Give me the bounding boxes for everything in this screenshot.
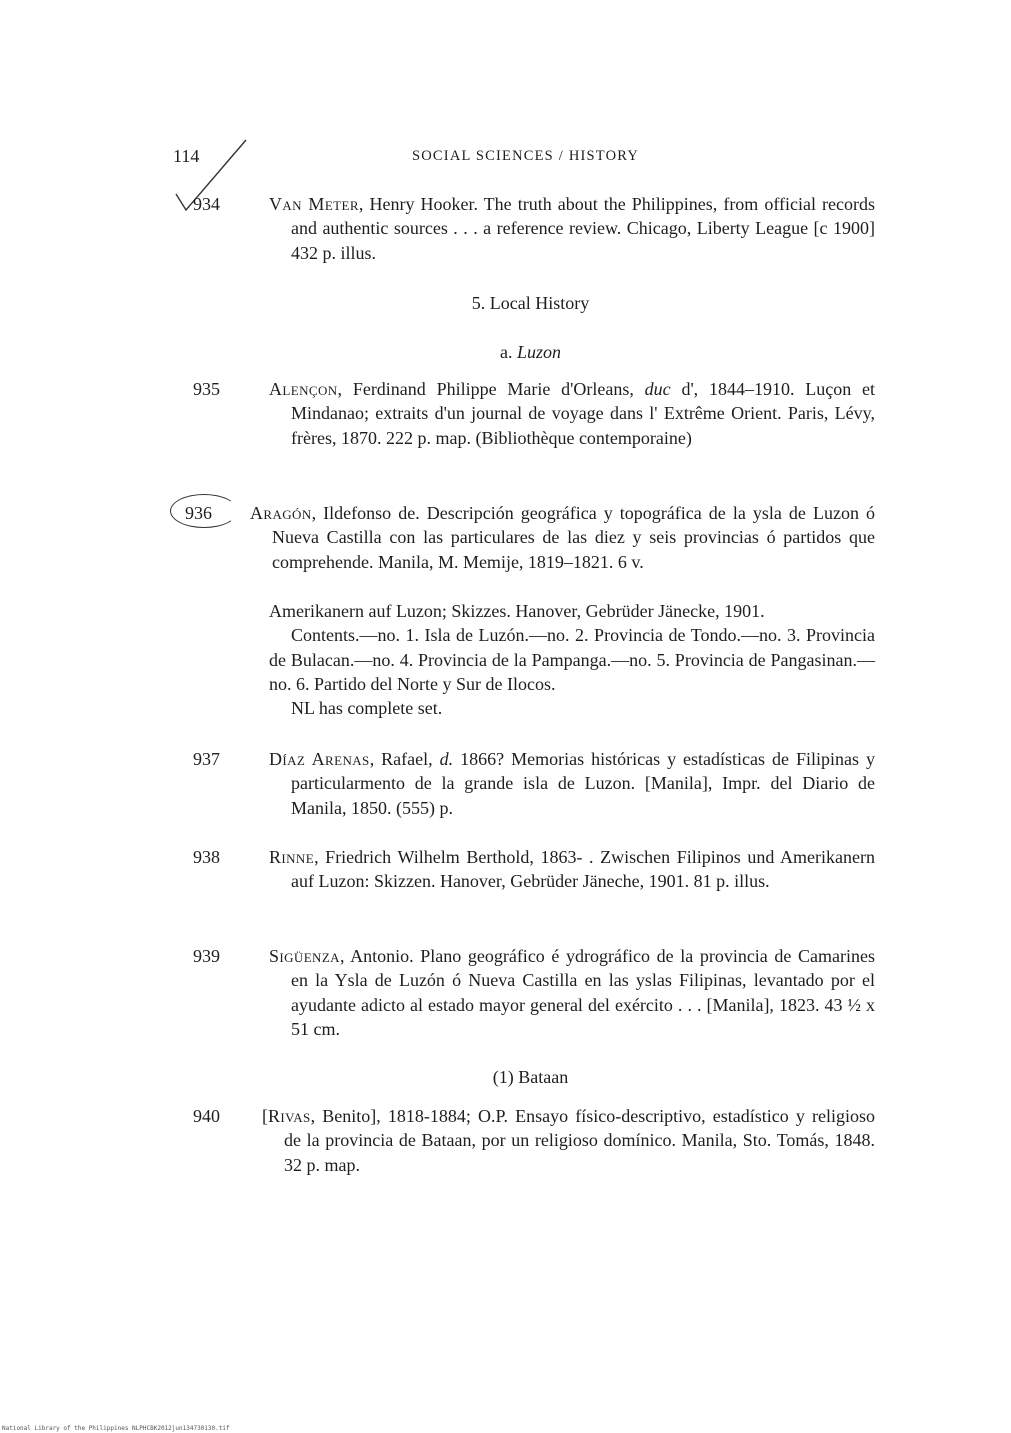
entry-text — [269, 747, 875, 820]
scan-footer: National Library of the Philippines NLPHCBK2012jun134730130.tif — [2, 1425, 230, 1432]
entry-text — [269, 845, 875, 894]
entry-description: , Benito], 1818-1884; O.P. Ensayo físico-descriptivo, estadístico y religioso de la provincia de Bataan, por un religioso domínico. Manila, Sto. Tomás, 1848. 32 p. map. — [284, 1106, 875, 1175]
entry-author: Rivas — [268, 1106, 311, 1126]
entry-date-marker: d. — [439, 749, 454, 769]
entry-text — [269, 377, 875, 450]
subsection-prefix: a. — [499, 342, 517, 362]
entry-number: 939 — [193, 946, 220, 966]
entry-text — [269, 944, 875, 1041]
subsection-heading-bataan: (1) Bataan — [492, 1067, 569, 1087]
entry-bracket: [ — [262, 1106, 268, 1126]
page-number: 114 — [173, 146, 200, 166]
entry-author: Sigüenza — [269, 946, 340, 966]
entry-author: Van Meter — [269, 194, 359, 214]
section-heading-local-history: 5. Local History — [471, 293, 590, 313]
entry-description: , Antonio. Plano geográfico é ydrográfico de la provincia de Camarines en la Ysla de Luzón ó Nueva Castilla en las yslas Filipinas, levantado por el ayudante adicto al estado mayor general del exército . . . [Manila], 1823. 43 ½ x 51 cm. — [291, 946, 875, 1039]
entry-author: Díaz Arenas — [269, 749, 370, 769]
running-title: SOCIAL SCIENCES / HISTORY — [412, 148, 639, 164]
entry-author: Alençon — [269, 379, 338, 399]
running-head — [0, 146, 1011, 170]
entry-number: 936 — [185, 503, 212, 523]
entry-description-b: d', 1844–1910. Luçon et Mindanao; extraits d'un journal de voyage dans l' Extrême Orient. Paris, Lévy, frères, 1870. 222 p. map. (Bibliothèque contemporaine) — [291, 379, 876, 448]
contents-note: Contents.—no. 1. Isla de Luzón.—no. 2. Provincia de Tondo.—no. 3. Provincia de Bulacan.—no. 4. Provincia de la Pampanga.—no. 5. Provincia de Pangasinan.—no. 6. Partido del Norte y Sur de Ilocos. — [269, 625, 875, 694]
subsection-heading-luzon — [0, 342, 1011, 363]
entry-text — [262, 1104, 875, 1177]
entry-author: Aragón — [250, 503, 312, 523]
entry-description: , Henry Hooker. The truth about the Philippines, from official records and authentic sources . . . a reference review. Chicago, Liberty League [c 1900] 432 p. illus. — [291, 194, 875, 263]
entry-number: 934 — [193, 194, 220, 214]
entry-description: , Friedrich Wilhelm Berthold, 1863- . Zwischen Filipinos und Amerikanern auf Luzon: Skizzen. Hanover, Gebrüder Jäneche, 1901. 81 p. illus. — [291, 847, 875, 892]
entry-number: 938 — [193, 847, 220, 867]
check-mark-icon — [0, 0, 260, 220]
note-line: Amerikanern auf Luzon; Skizzes. Hanover, Gebrüder Jänecke, 1901. — [269, 601, 765, 621]
entry-description-a: , Rafael, — [369, 749, 440, 769]
entry-number: 937 — [193, 749, 220, 769]
entry-number: 935 — [193, 379, 220, 399]
entry-description-b: 1866? Memorias históricas y estadísticas de Filipinas y particularmento de la grande isla de Luzon. [Manila], Impr. del Diario de Manila, 1850. (555) p. — [291, 749, 876, 818]
entry-description: , Ildefonso de. Descripción geográfica y topográfica de la ysla de Luzon ó Nueva Castilla con las particulares de las diez y seis provincias ó partidos que comprehende. Manila, M. Memije, 1819–1821. 6 v. — [272, 503, 875, 572]
entry-author: Rinne — [269, 847, 315, 867]
subsection-title: Luzon — [516, 342, 561, 362]
entry-title-word: duc — [644, 379, 671, 399]
entry-936-notes — [269, 599, 875, 720]
entry-description-a: , Ferdinand Philippe Marie d'Orleans, — [337, 379, 645, 399]
entry-text — [250, 501, 875, 574]
entry-number: 940 — [193, 1106, 220, 1126]
holdings-note: NL has complete set. — [291, 698, 443, 719]
entry-text — [269, 192, 875, 265]
